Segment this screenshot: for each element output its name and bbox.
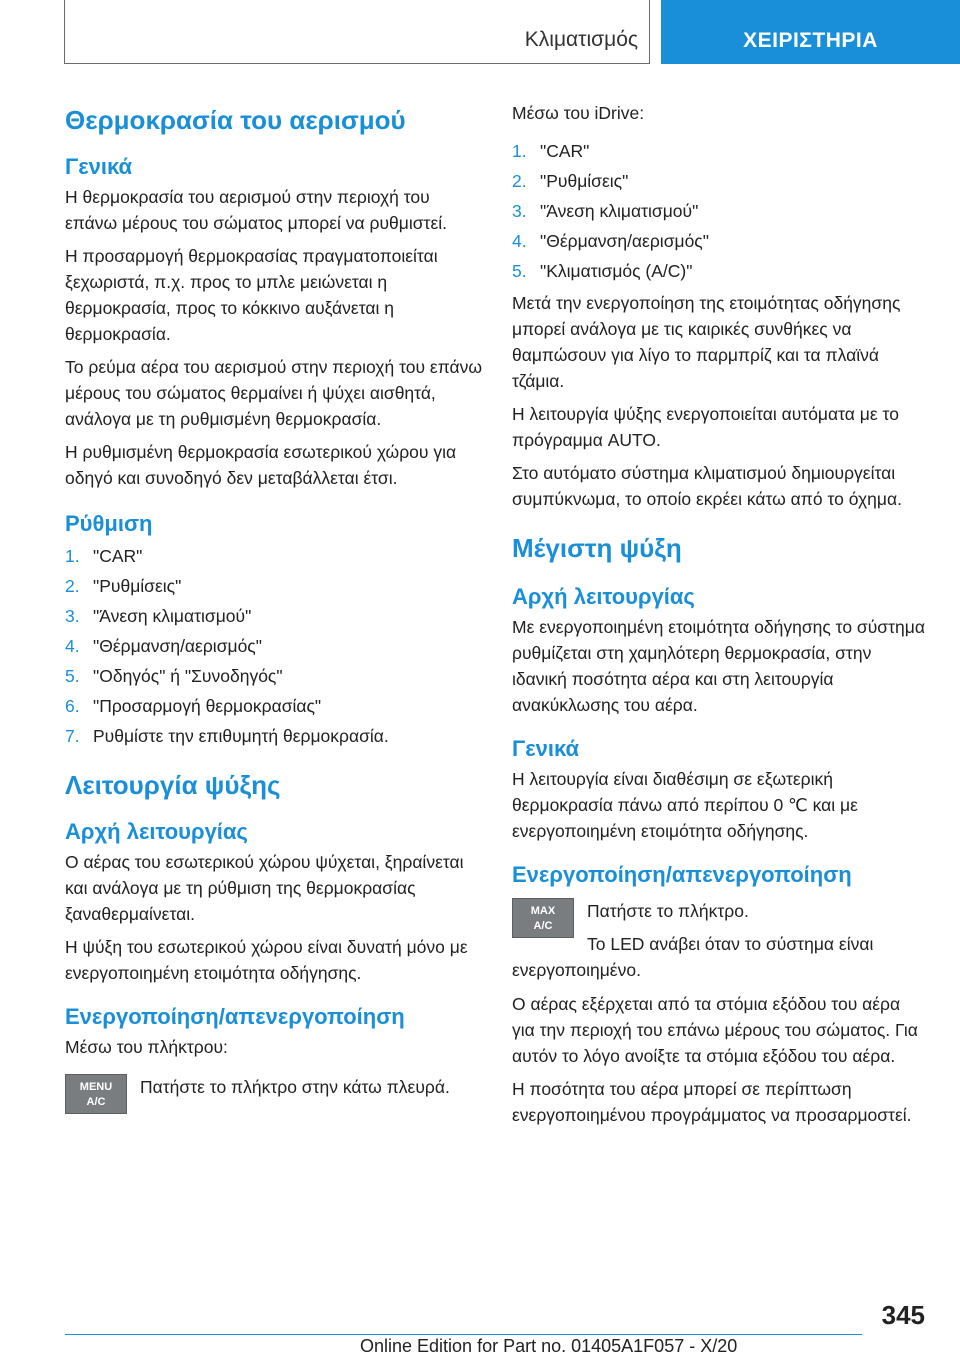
- menu-ac-instruction: [65, 1074, 485, 1134]
- list-item: 7. Ρυθμίστε την επιθυμητή θερμοκρασία.: [65, 726, 389, 746]
- paragraph: Πατήστε το πλήκτρο στην κάτω πλευρά.: [140, 1077, 450, 1097]
- paragraph: Η λειτουργία ψύξης ενεργοποιείται αυτόματα με το πρόγραμμα AUTO.: [512, 404, 899, 450]
- paragraph: Το ρεύμα αέρα του αερισμού στην περιοχή του επάνω μέρους του σώματος θερμαίνει ή ψύχει αισθητά, ανάλογα με τη ρυθμισμένη θερμοκρασία.: [65, 357, 483, 429]
- list-item: 5. "Οδηγός" ή "Συνοδηγός": [65, 666, 283, 686]
- paragraph: Με ενεργοποιημένη ετοιμότητα οδήγησης το σύστημα ρυθμίζεται στη χαμηλότερη θερμοκρασία, στην ιδανική ποσότητα αέρα και στη λειτουργία ανακύκλωσης του αέρα.: [512, 617, 925, 715]
- heading-general: Γενικά: [65, 154, 133, 179]
- list-item: 3. "Άνεση κλιματισμού": [65, 606, 252, 626]
- paragraph: Στο αυτόματο σύστημα κλιματισμού δημιουργείται συμπύκνωμα, το οποίο εκρέει κάτω από το όχημα.: [512, 463, 902, 509]
- list-item: 4. "Θέρμανση/αερισμός": [512, 231, 709, 251]
- paragraph: Η ψύξη του εσωτερικού χώρου είναι δυνατή μόνο με ενεργοποιημένη ετοιμότητα οδήγησης.: [65, 937, 468, 983]
- heading-on-off: Ενεργοποίηση/απενεργοποίηση: [65, 1004, 405, 1029]
- right-column: [512, 100, 927, 1135]
- list-item: 4. "Θέρμανση/αερισμός": [65, 636, 262, 656]
- paragraph: Ο αέρας του εσωτερικού χώρου ψύχεται, ξηραίνεται και ανάλογα με τη ρύθμιση της θερμοκρασίας ξαναθερμαίνεται.: [65, 852, 464, 924]
- page-number: 345: [881, 1300, 925, 1330]
- paragraph: Μέσω του iDrive:: [512, 103, 645, 123]
- max-ac-instruction: [512, 898, 927, 983]
- paragraph: Ο αέρας εξέρχεται από τα στόμια εξόδου του αέρα για την περιοχή του επάνω μέρους του σώματος. Για αυτόν το λόγο ανοίξτε τα στόμια εξόδου του αέρα.: [512, 994, 918, 1066]
- list-item: 6. "Προσαρμογή θερμοκρασίας": [65, 696, 322, 716]
- paragraph: Μετά την ενεργοποίηση της ετοιμότητας οδήγησης μπορεί ανάλογα με τις καιρικές συνθήκες να θαμπώσουν για λίγο το παρμπρίζ και τα πλαϊνά τζάμια.: [512, 293, 901, 391]
- heading-principle: Αρχή λειτουργίας: [65, 819, 248, 844]
- footer-edition-text: Online Edition for Part no. 01405A1F057 - X/20: [360, 1336, 738, 1356]
- paragraph: Πατήστε το πλήκτρο.: [587, 901, 749, 921]
- list-item: 1. "CAR": [512, 141, 590, 161]
- paragraph: Η θερμοκρασία του αερισμού στην περιοχή του επάνω μέρους του σώματος μπορεί να ρυθμιστεί.: [65, 187, 448, 233]
- heading-on-off: Ενεργοποίηση/απενεργοποίηση: [512, 862, 852, 887]
- heading-general: Γενικά: [512, 736, 580, 761]
- list-item: 2. "Ρυθμίσεις": [65, 576, 182, 596]
- footer-divider: [65, 1334, 862, 1335]
- paragraph: Το LED ανάβει όταν το σύστημα είναι ενεργοποιημένο.: [512, 934, 874, 980]
- paragraph: Η λειτουργία είναι διαθέσιμη σε εξωτερική θερμοκρασία πάνω από περίπου 0 ℃ και με ενεργοποιημένη ετοιμότητα οδήγησης.: [512, 769, 858, 841]
- menu-ac-button-icon: MENU A/C: [65, 1074, 127, 1114]
- paragraph: Μέσω του πλήκτρου:: [65, 1037, 228, 1057]
- heading-principle: Αρχή λειτουργίας: [512, 584, 695, 609]
- header-chapter-tab[interactable]: ΧΕΙΡΙΣΤΗΡΙΑ: [661, 0, 960, 64]
- paragraph: Η ποσότητα του αέρα μπορεί σε περίπτωση ενεργοποιημένου προγράμματος να προσαρμοστεί.: [512, 1079, 912, 1125]
- list-item: 5. "Κλιματισμός (A/C)": [512, 261, 693, 281]
- paragraph: Η ρυθμισμένη θερμοκρασία εσωτερικού χώρου για οδηγό και συνοδηγό δεν μεταβάλλεται έτσι.: [65, 442, 457, 488]
- list-item: 2. "Ρυθμίσεις": [512, 171, 629, 191]
- setting-steps-list: [65, 541, 485, 751]
- heading-max-cooling: Μέγιστη ψύξη: [512, 533, 682, 563]
- list-item: 3. "Άνεση κλιματισμού": [512, 201, 699, 221]
- max-ac-button-icon: MAX A/C: [512, 898, 574, 938]
- heading-setting: Ρύθμιση: [65, 511, 153, 536]
- left-column: [65, 100, 485, 1134]
- heading-cooling-function: Λειτουργία ψύξης: [65, 770, 281, 800]
- header-section-title: Κλιματισμός: [524, 28, 638, 51]
- idrive-steps-list: [512, 136, 927, 286]
- list-item: 1. "CAR": [65, 546, 143, 566]
- paragraph: Η προσαρμογή θερμοκρασίας πραγματοποιείται ξεχωριστά, π.χ. προς το μπλε μειώνεται η θερμοκρασία, προς το κόκκινο αυξάνεται η θερμοκρασία.: [65, 246, 438, 344]
- heading-vent-temperature: Θερμοκρασία του αερισμού: [65, 105, 406, 135]
